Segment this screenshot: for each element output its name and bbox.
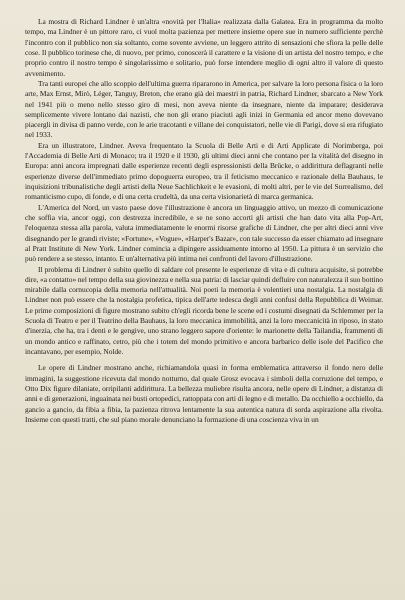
- paragraph-3: Era un illustratore, Lindner. Aveva frequentato la Scuola di Belle Arti e di Arti Applicate di Norimberga, poi l'Accademia di Belle Arti di Monaco; tra il 1920 e il 1930, gli ultimi dieci anni che contano per la vitalità del disegno in Europa: anni ancora impregnati dalle esperienze recenti degli espressionisti della Brücke, o addirittura deflagranti nelle esperienze diverse dell'immediato primo dopoguerra europeo, tra il feticismo meccanico e razionale della Bauhaus, le inquisizioni tribunalistiche degli artisti della Neue Sachlichkeit e le evasioni, di molti altri, per le vie del Surrealismo, del romanticismo cupo, di fonde, e di una certa crudeltà, da una certa visionarietà di marca germanica.: [25, 140, 383, 202]
- paragraph-5: Il problema di Lindner è subito quello di saldare col presente le esperienze di vita e di cultura acquisite, si potrebbe dire, «a contatto» nel tempo della sua giovinezza e nella sua patria: di lasciar quindi defluire con naturalezza il suo bottino mirabile dalla cornucopia della memoria nell'attualità. Noi poeti la memoria è volentieri una nostalgia. La nostalgia di Lindner non può essere che la nostalgia profetica, tipica dell'arte tedesca degli anni confusi della Repubblica di Weimar. Le prime composizioni di figure mostrano subito ch'egli ricorda bene le scene ed i costumi disegnati da Schlemmer per la Scuola di Teatro e per il Teatrino della Bauhaus, la loro meccanica immobilità, anzi la loro meccanicità in riposo, in stato d'inerzia, che ha, tra i denti e le gengive, uno strano leggero sapore d'oriente: le marionette della Tailandia, frammenti di un mondo antico e raffinato, cetro, più che i totem del mondo primitivo e ancora barbarico delle isole del Pacifico che incantavano, per esempio, Nolde.: [25, 264, 383, 356]
- paragraph-4: L'America del Nord, un vasto paese dove l'illustrazione è ancora un linguaggio attivo, un mezzo di comunicazione che soffia via, ancor oggi, con destrezza incredibile, e se ne sono accorti gli artisti che han dato vita alla Pop-Art, l'eloquenza stessa alla parola, valuta immediatamente le enormi risorse grafiche di Lindner, che per altri dieci anni vive disegnando per le grandi riviste; «Fortune», «Vogue», «Harper's Bazar», con tale successo da esser chiamato ad insegnare al Pratt Institute di New York. Lindner comincia a dipingere assiduamente intorno al 1950. La pittura è un servizio che può rendere a se stesso, intanto. E un'alternativa più intima nei confronti del lavoro d'illustrazione.: [25, 202, 383, 264]
- paragraph-6: Le opere di Lindner mostrano anche, richiamandola quasi in forma emblematica attraverso il fondo nero delle immagini, la suggestione ricevuta dal mondo notturno, dal quale Grosz evocava i simboli della corruzione del tempo, e Otto Dix figure dilaniate, orripilanti addirittura. La bellezza muliebre risulta ancora, nelle opere di Lindner, a distanza di anni e di generazioni, inguainata nei busti ortopedici, rattoppata con arti di legno e di metallo. Da occhiello a occhiello, da gancio a gancio, da fibia a fibia, la pazienza ritrova lentamente la sua autentica natura di sorda aspirazione alla rivolta. Insieme con questi tratti, che sul piano morale denunciano la formazione di una coscienza viva in un: [25, 363, 383, 424]
- article-body: [25, 17, 383, 425]
- paragraph-2: Tra tanti europei che allo scoppio dell'ultima guerra ripararono in America, per salvare la loro persona fisica o la loro arte, Max Ernst, Mirò, Léger, Tanguy, Breton, che erano già dei maestri in patria, Richard Lindner, sbarcato a New York nel 1941 più o meno nello stesso giro di mesi, non aveva niente da insegnare, niente da imparare; desiderava semplicemente vivere lontano dai nazisti, che non gli erano piaciuti agli inizi in Germania ed ancor meno dovevano piacergli in divisa di panno verde, con le arie tracotanti e villane dei conquistatori, nelle vie di Parigi, dove si era rifugiato nel 1933.: [25, 78, 383, 140]
- paragraph-1: La mostra di Richard Lindner è un'altra «novità per l'Italia» realizzata dalla Galatea. Era in programma da molto tempo, ma Lindner è un pittore raro, ci vuol molta pazienza per mettere insieme opere sue in numero sufficiente perchè l'incontro con il pubblico non sia soltanto, come sovente avviene, un leggero attrito di sensazioni che sfiora la pelle delle cose. Il pubblico torinese che, di nuovo, per primo, conoscerà il carattere e la visione di un artista del nostro tempo, e che proprio contro il nostro tempo è singolarissimo e solitario, può forse intendere meglio di ogni altro il valore di questo avvenimento.: [25, 17, 383, 78]
